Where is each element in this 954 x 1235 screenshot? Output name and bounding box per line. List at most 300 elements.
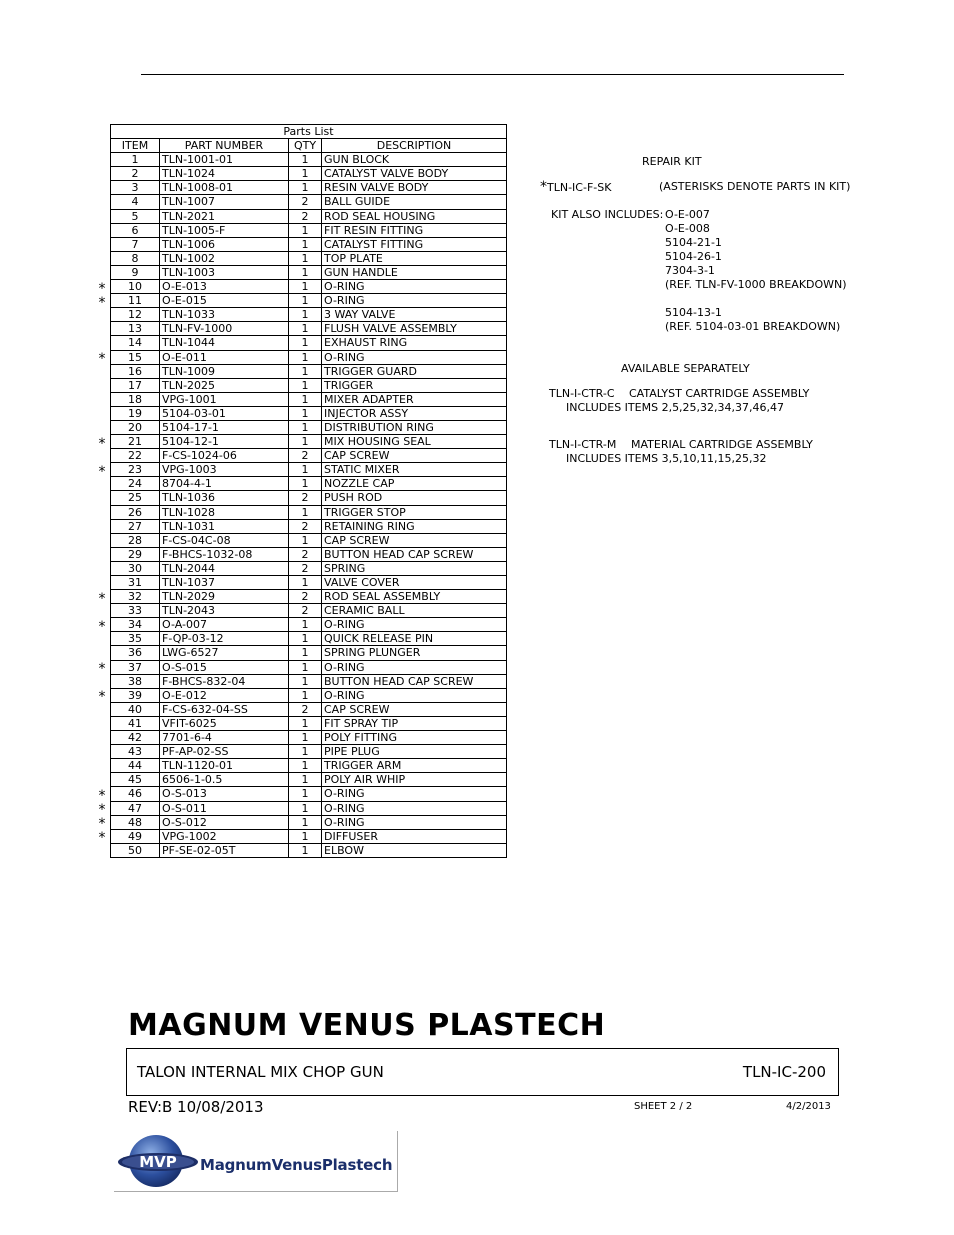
cell-description: GUN HANDLE <box>322 265 507 279</box>
table-row <box>111 787 507 801</box>
cell-description: BALL GUIDE <box>322 195 507 209</box>
cell-item: 1 <box>111 153 160 167</box>
available-heading: AVAILABLE SEPARATELY <box>621 362 750 375</box>
cell-item: 38 <box>111 674 160 688</box>
cell-qty: 1 <box>289 364 322 378</box>
table-row <box>111 745 507 759</box>
table-row <box>111 237 507 251</box>
cell-description: CATALYST VALVE BODY <box>322 167 507 181</box>
cell-qty: 1 <box>289 350 322 364</box>
cell-part-number: F-QP-03-12 <box>160 632 289 646</box>
kit-marker: * <box>98 661 106 678</box>
cell-description: SPRING PLUNGER <box>322 646 507 660</box>
kit-also-item: 5104-26-1 <box>665 250 722 263</box>
cell-qty: 1 <box>289 576 322 590</box>
cell-part-number: 5104-12-1 <box>160 435 289 449</box>
cell-qty: 1 <box>289 322 322 336</box>
cell-item: 11 <box>111 294 160 308</box>
cell-qty: 2 <box>289 702 322 716</box>
cell-qty: 1 <box>289 378 322 392</box>
cell-part-number: 7701-6-4 <box>160 731 289 745</box>
table-row <box>111 576 507 590</box>
cell-item: 17 <box>111 378 160 392</box>
cell-item: 36 <box>111 646 160 660</box>
cell-qty: 1 <box>289 237 322 251</box>
cell-item: 6 <box>111 223 160 237</box>
cell-item: 49 <box>111 829 160 843</box>
cell-part-number: LWG-6527 <box>160 646 289 660</box>
cell-description: CATALYST FITTING <box>322 237 507 251</box>
cell-part-number: O-S-012 <box>160 815 289 829</box>
kit-also-item: 5104-13-1 <box>665 306 722 319</box>
company-name: MAGNUM VENUS PLASTECH <box>128 1008 606 1043</box>
cell-part-number: O-S-015 <box>160 660 289 674</box>
table-row <box>111 350 507 364</box>
table-row <box>111 167 507 181</box>
cell-description: TRIGGER <box>322 378 507 392</box>
cell-qty: 1 <box>289 336 322 350</box>
table-row <box>111 336 507 350</box>
cell-qty: 1 <box>289 716 322 730</box>
cell-part-number: TLN-1007 <box>160 195 289 209</box>
cell-description: TRIGGER ARM <box>322 759 507 773</box>
available-desc: MATERIAL CARTRIDGE ASSEMBLY <box>631 438 813 451</box>
cell-description: EXHAUST RING <box>322 336 507 350</box>
cell-qty: 1 <box>289 787 322 801</box>
cell-description: O-RING <box>322 801 507 815</box>
table-row <box>111 477 507 491</box>
cell-qty: 1 <box>289 815 322 829</box>
cell-qty: 2 <box>289 561 322 575</box>
cell-qty: 1 <box>289 167 322 181</box>
cell-part-number: F-BHCS-832-04 <box>160 674 289 688</box>
cell-item: 45 <box>111 773 160 787</box>
cell-item: 12 <box>111 308 160 322</box>
cell-qty: 1 <box>289 251 322 265</box>
cell-description: 3 WAY VALVE <box>322 308 507 322</box>
cell-description: SPRING <box>322 561 507 575</box>
cell-qty: 1 <box>289 153 322 167</box>
cell-part-number: TLN-2025 <box>160 378 289 392</box>
table-row <box>111 773 507 787</box>
cell-qty: 1 <box>289 392 322 406</box>
table-row <box>111 153 507 167</box>
cell-description: O-RING <box>322 660 507 674</box>
cell-part-number: 6506-1-0.5 <box>160 773 289 787</box>
available-part: TLN-I-CTR-C <box>549 387 615 400</box>
cell-description: CERAMIC BALL <box>322 604 507 618</box>
cell-part-number: O-S-013 <box>160 787 289 801</box>
cell-item: 4 <box>111 195 160 209</box>
kit-also-item: 5104-21-1 <box>665 236 722 249</box>
table-row <box>111 674 507 688</box>
cell-qty: 2 <box>289 547 322 561</box>
kit-marker: * <box>98 590 106 607</box>
table-row <box>111 590 507 604</box>
cell-item: 3 <box>111 181 160 195</box>
table-row <box>111 731 507 745</box>
cell-qty: 2 <box>289 491 322 505</box>
cell-qty: 2 <box>289 209 322 223</box>
cell-item: 27 <box>111 519 160 533</box>
cell-part-number: TLN-1031 <box>160 519 289 533</box>
table-row <box>111 449 507 463</box>
repair-kit-part: TLN-IC-F-SK <box>547 181 612 194</box>
cell-part-number: TLN-2043 <box>160 604 289 618</box>
cell-description: RESIN VALVE BODY <box>322 181 507 195</box>
cell-qty: 1 <box>289 759 322 773</box>
cell-item: 2 <box>111 167 160 181</box>
table-row <box>111 759 507 773</box>
cell-item: 40 <box>111 702 160 716</box>
kit-also-label: KIT ALSO INCLUDES: <box>551 208 664 221</box>
drawing-number: TLN-IC-200 <box>742 1063 826 1081</box>
cell-part-number: O-E-013 <box>160 280 289 294</box>
kit-also-item: (REF. TLN-FV-1000 BREAKDOWN) <box>665 278 847 291</box>
company-logo <box>114 1131 398 1192</box>
cell-description: ELBOW <box>322 843 507 857</box>
cell-item: 28 <box>111 533 160 547</box>
cell-part-number: TLN-1008-01 <box>160 181 289 195</box>
cell-item: 34 <box>111 618 160 632</box>
cell-item: 30 <box>111 561 160 575</box>
table-row <box>111 181 507 195</box>
available-part: TLN-I-CTR-M <box>549 438 617 451</box>
cell-description: RETAINING RING <box>322 519 507 533</box>
table-row <box>111 420 507 434</box>
cell-description: VALVE COVER <box>322 576 507 590</box>
cell-part-number: TLN-1024 <box>160 167 289 181</box>
cell-part-number: TLN-1005-F <box>160 223 289 237</box>
cell-qty: 1 <box>289 406 322 420</box>
table-row <box>111 435 507 449</box>
cell-item: 22 <box>111 449 160 463</box>
kit-marker: * <box>98 463 106 480</box>
repair-kit-line <box>540 180 611 195</box>
cell-part-number: O-S-011 <box>160 801 289 815</box>
table-row <box>111 364 507 378</box>
kit-marker: * <box>98 435 106 452</box>
cell-qty: 2 <box>289 519 322 533</box>
cell-description: CAP SCREW <box>322 449 507 463</box>
cell-part-number: TLN-1037 <box>160 576 289 590</box>
cell-item: 31 <box>111 576 160 590</box>
cell-item: 20 <box>111 420 160 434</box>
print-date: 4/2/2013 <box>786 1101 831 1112</box>
product-title: TALON INTERNAL MIX CHOP GUN <box>137 1063 384 1081</box>
cell-qty: 1 <box>289 533 322 547</box>
cell-description: O-RING <box>322 280 507 294</box>
kit-marker: * <box>98 689 106 706</box>
cell-description: FIT SPRAY TIP <box>322 716 507 730</box>
logo-badge-text: MVP <box>139 1153 177 1171</box>
cell-description: MIX HOUSING SEAL <box>322 435 507 449</box>
cell-description: O-RING <box>322 815 507 829</box>
col-header-item: ITEM <box>111 139 160 153</box>
cell-part-number: F-CS-04C-08 <box>160 533 289 547</box>
cell-item: 13 <box>111 322 160 336</box>
cell-item: 24 <box>111 477 160 491</box>
cell-description: PIPE PLUG <box>322 745 507 759</box>
cell-part-number: TLN-1003 <box>160 265 289 279</box>
table-row <box>111 308 507 322</box>
cell-item: 33 <box>111 604 160 618</box>
cell-qty: 1 <box>289 660 322 674</box>
table-row <box>111 463 507 477</box>
cell-qty: 2 <box>289 604 322 618</box>
kit-marker: * <box>98 802 106 819</box>
sheet-number: SHEET 2 / 2 <box>634 1101 693 1112</box>
cell-item: 8 <box>111 251 160 265</box>
table-row <box>111 632 507 646</box>
title-box <box>126 1048 839 1096</box>
table-row <box>111 660 507 674</box>
cell-description: ROD SEAL ASSEMBLY <box>322 590 507 604</box>
cell-description: MIXER ADAPTER <box>322 392 507 406</box>
cell-part-number: TLN-1036 <box>160 491 289 505</box>
table-row <box>111 392 507 406</box>
cell-description: DISTRIBUTION RING <box>322 420 507 434</box>
cell-description: O-RING <box>322 787 507 801</box>
cell-description: ROD SEAL HOUSING <box>322 209 507 223</box>
cell-qty: 1 <box>289 265 322 279</box>
table-row <box>111 195 507 209</box>
cell-qty: 2 <box>289 195 322 209</box>
cell-description: POLY FITTING <box>322 731 507 745</box>
kit-also-item: (REF. 5104-03-01 BREAKDOWN) <box>665 320 841 333</box>
kit-marker: * <box>98 351 106 368</box>
cell-description: TOP PLATE <box>322 251 507 265</box>
kit-marker: * <box>540 179 547 195</box>
cell-description: FIT RESIN FITTING <box>322 223 507 237</box>
cell-item: 25 <box>111 491 160 505</box>
table-row <box>111 519 507 533</box>
cell-description: TRIGGER GUARD <box>322 364 507 378</box>
cell-item: 9 <box>111 265 160 279</box>
cell-qty: 1 <box>289 674 322 688</box>
table-row <box>111 561 507 575</box>
cell-part-number: TLN-1033 <box>160 308 289 322</box>
cell-part-number: F-CS-1024-06 <box>160 449 289 463</box>
cell-qty: 1 <box>289 646 322 660</box>
cell-part-number: TLN-2029 <box>160 590 289 604</box>
table-row <box>111 604 507 618</box>
cell-item: 48 <box>111 815 160 829</box>
cell-qty: 1 <box>289 223 322 237</box>
cell-item: 47 <box>111 801 160 815</box>
cell-qty: 1 <box>289 829 322 843</box>
available-includes: INCLUDES ITEMS 3,5,10,11,15,25,32 <box>566 452 767 465</box>
kit-also-item: O-E-007 <box>665 208 710 221</box>
cell-description: O-RING <box>322 350 507 364</box>
cell-item: 18 <box>111 392 160 406</box>
kit-marker: * <box>98 787 106 804</box>
cell-item: 21 <box>111 435 160 449</box>
cell-item: 35 <box>111 632 160 646</box>
col-header-description: DESCRIPTION <box>322 139 507 153</box>
cell-part-number: TLN-1044 <box>160 336 289 350</box>
cell-item: 19 <box>111 406 160 420</box>
col-header-qty: QTY <box>289 139 322 153</box>
table-row <box>111 280 507 294</box>
cell-part-number: 8704-4-1 <box>160 477 289 491</box>
table-row <box>111 533 507 547</box>
cell-item: 26 <box>111 505 160 519</box>
table-row <box>111 265 507 279</box>
cell-description: POLY AIR WHIP <box>322 773 507 787</box>
cell-qty: 1 <box>289 773 322 787</box>
table-row <box>111 223 507 237</box>
cell-item: 7 <box>111 237 160 251</box>
table-row <box>111 294 507 308</box>
table-row <box>111 618 507 632</box>
cell-qty: 1 <box>289 505 322 519</box>
cell-part-number: TLN-1009 <box>160 364 289 378</box>
cell-qty: 1 <box>289 618 322 632</box>
cell-description: CAP SCREW <box>322 702 507 716</box>
table-row <box>111 322 507 336</box>
cell-description: O-RING <box>322 688 507 702</box>
cell-qty: 1 <box>289 745 322 759</box>
parts-list-caption: Parts List <box>111 125 507 139</box>
cell-item: 10 <box>111 280 160 294</box>
cell-part-number: TLN-1120-01 <box>160 759 289 773</box>
cell-item: 50 <box>111 843 160 857</box>
cell-item: 41 <box>111 716 160 730</box>
cell-part-number: TLN-2021 <box>160 209 289 223</box>
cell-part-number: O-E-015 <box>160 294 289 308</box>
cell-description: O-RING <box>322 618 507 632</box>
cell-qty: 1 <box>289 420 322 434</box>
cell-item: 5 <box>111 209 160 223</box>
cell-part-number: O-E-011 <box>160 350 289 364</box>
cell-description: O-RING <box>322 294 507 308</box>
table-row <box>111 716 507 730</box>
table-row <box>111 505 507 519</box>
cell-description: NOZZLE CAP <box>322 477 507 491</box>
cell-part-number: TLN-2044 <box>160 561 289 575</box>
cell-description: GUN BLOCK <box>322 153 507 167</box>
table-row <box>111 491 507 505</box>
cell-part-number: VFIT-6025 <box>160 716 289 730</box>
available-desc: CATALYST CARTRIDGE ASSEMBLY <box>629 387 810 400</box>
table-row <box>111 209 507 223</box>
cell-item: 29 <box>111 547 160 561</box>
table-row <box>111 815 507 829</box>
cell-description: DIFFUSER <box>322 829 507 843</box>
cell-description: QUICK RELEASE PIN <box>322 632 507 646</box>
cell-part-number: 5104-17-1 <box>160 420 289 434</box>
cell-description: FLUSH VALVE ASSEMBLY <box>322 322 507 336</box>
revision: REV:B 10/08/2013 <box>128 1098 264 1116</box>
cell-qty: 1 <box>289 688 322 702</box>
cell-qty: 2 <box>289 449 322 463</box>
parts-list-body <box>111 153 507 858</box>
cell-part-number: TLN-1028 <box>160 505 289 519</box>
cell-part-number: PF-AP-02-SS <box>160 745 289 759</box>
kit-marker: * <box>98 618 106 635</box>
cell-item: 32 <box>111 590 160 604</box>
cell-part-number: 5104-03-01 <box>160 406 289 420</box>
cell-part-number: O-A-007 <box>160 618 289 632</box>
cell-qty: 1 <box>289 181 322 195</box>
cell-part-number: F-BHCS-1032-08 <box>160 547 289 561</box>
cell-item: 42 <box>111 731 160 745</box>
kit-also-item: O-E-008 <box>665 222 710 235</box>
cell-item: 14 <box>111 336 160 350</box>
cell-qty: 1 <box>289 280 322 294</box>
cell-item: 37 <box>111 660 160 674</box>
cell-item: 23 <box>111 463 160 477</box>
repair-kit-heading: REPAIR KIT <box>642 155 702 168</box>
table-row <box>111 378 507 392</box>
cell-item: 39 <box>111 688 160 702</box>
cell-description: TRIGGER STOP <box>322 505 507 519</box>
table-row <box>111 702 507 716</box>
cell-qty: 1 <box>289 801 322 815</box>
cell-part-number: TLN-1006 <box>160 237 289 251</box>
cell-item: 46 <box>111 787 160 801</box>
cell-description: INJECTOR ASSY <box>322 406 507 420</box>
cell-description: STATIC MIXER <box>322 463 507 477</box>
table-row <box>111 688 507 702</box>
cell-item: 43 <box>111 745 160 759</box>
cell-qty: 1 <box>289 435 322 449</box>
table-row <box>111 829 507 843</box>
cell-part-number: TLN-1001-01 <box>160 153 289 167</box>
table-row <box>111 406 507 420</box>
cell-part-number: PF-SE-02-05T <box>160 843 289 857</box>
kit-marker: * <box>98 280 106 297</box>
cell-qty: 1 <box>289 463 322 477</box>
cell-item: 44 <box>111 759 160 773</box>
cell-part-number: VPG-1003 <box>160 463 289 477</box>
col-header-part-number: PART NUMBER <box>160 139 289 153</box>
cell-part-number: F-CS-632-04-SS <box>160 702 289 716</box>
cell-qty: 1 <box>289 294 322 308</box>
cell-part-number: VPG-1002 <box>160 829 289 843</box>
kit-marker: * <box>98 816 106 833</box>
available-includes: INCLUDES ITEMS 2,5,25,32,34,37,46,47 <box>566 401 785 414</box>
cell-qty: 1 <box>289 632 322 646</box>
cell-description: BUTTON HEAD CAP SCREW <box>322 547 507 561</box>
cell-qty: 1 <box>289 308 322 322</box>
table-row <box>111 646 507 660</box>
cell-part-number: TLN-FV-1000 <box>160 322 289 336</box>
cell-description: CAP SCREW <box>322 533 507 547</box>
cell-part-number: TLN-1002 <box>160 251 289 265</box>
cell-qty: 1 <box>289 731 322 745</box>
cell-qty: 1 <box>289 477 322 491</box>
kit-also-item: 7304-3-1 <box>665 264 715 277</box>
cell-qty: 2 <box>289 590 322 604</box>
logo-text: MagnumVenusPlastech <box>200 1156 393 1174</box>
repair-kit-note: (ASTERISKS DENOTE PARTS IN KIT) <box>659 180 851 193</box>
cell-part-number: VPG-1001 <box>160 392 289 406</box>
cell-item: 15 <box>111 350 160 364</box>
parts-list-table <box>110 124 507 858</box>
cell-description: PUSH ROD <box>322 491 507 505</box>
top-rule <box>141 74 844 75</box>
table-row <box>111 547 507 561</box>
mvp-globe-icon <box>114 1131 204 1191</box>
cell-description: BUTTON HEAD CAP SCREW <box>322 674 507 688</box>
table-row <box>111 801 507 815</box>
cell-qty: 1 <box>289 843 322 857</box>
kit-marker: * <box>98 294 106 311</box>
cell-item: 16 <box>111 364 160 378</box>
table-row <box>111 251 507 265</box>
